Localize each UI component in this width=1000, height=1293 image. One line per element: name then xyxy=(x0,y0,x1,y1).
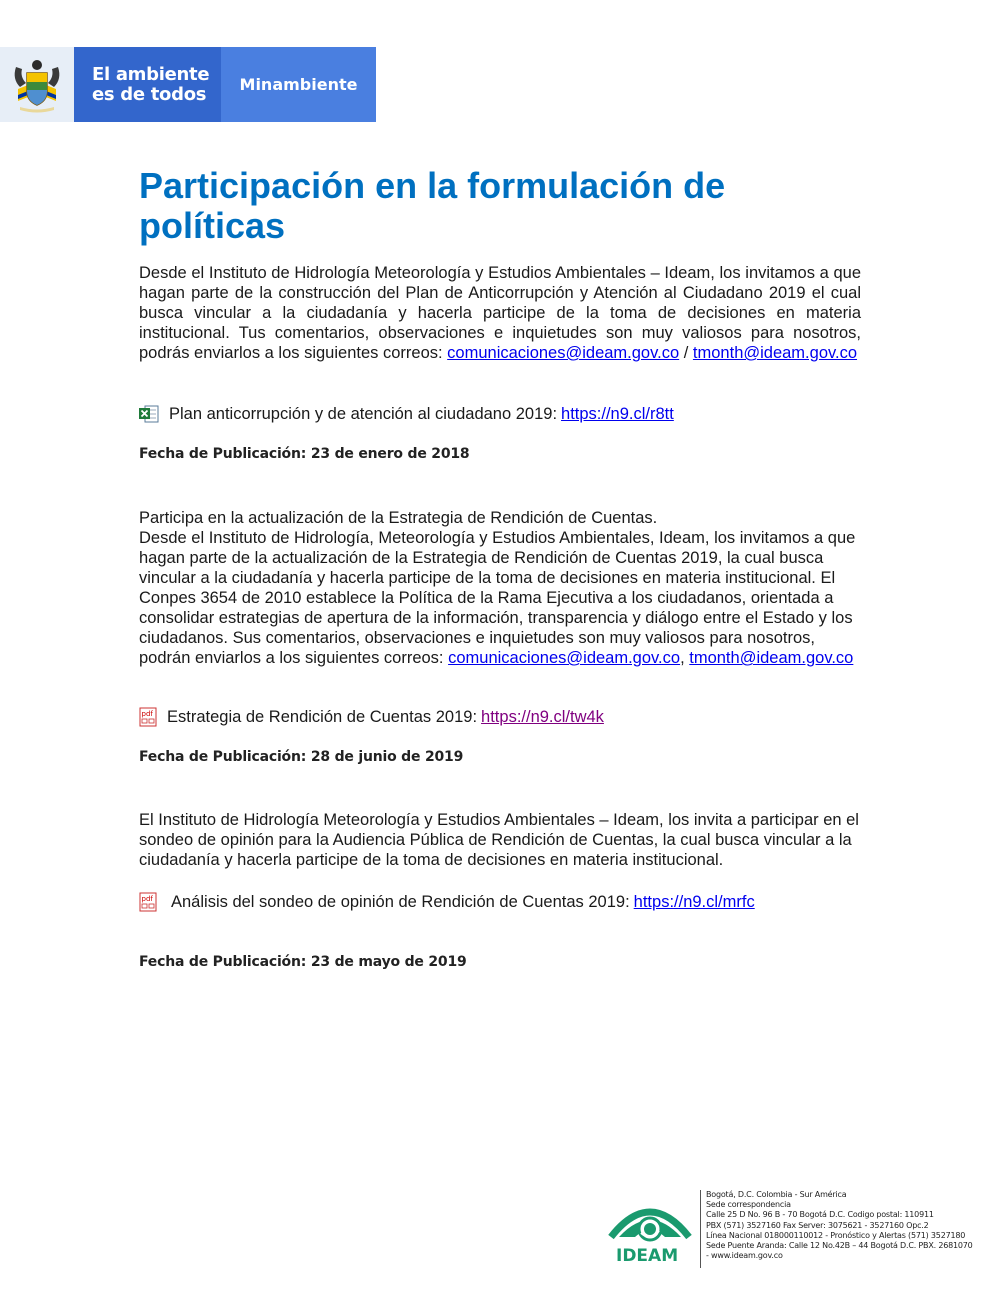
footer-divider xyxy=(700,1190,701,1268)
doc-anticorruption-label: Plan anticorrupción y de atención al ciudadano 2019: xyxy=(169,405,558,423)
doc-opinion-survey xyxy=(139,891,861,913)
opinion-survey-link[interactable]: https://n9.cl/mrfc xyxy=(633,893,755,911)
ideam-eye-icon xyxy=(605,1193,695,1265)
email-tmonth-link-2[interactable]: tmonth@ideam.gov.co xyxy=(689,649,854,667)
footer-line: Bogotá, D.C. Colombia - Sur América xyxy=(706,1190,847,1199)
doc-opinion-survey-label: Análisis del sondeo de opinión de Rendición de Cuentas 2019: xyxy=(171,893,630,911)
page-title: Participación en la formulación de políticas xyxy=(139,165,726,246)
section2-heading: Participa en la actualización de la Estrategia de Rendición de Cuentas. xyxy=(139,509,658,527)
pub-date-3: Fecha de Publicación: 23 de mayo de 2019 xyxy=(139,954,467,970)
section-anticorruption xyxy=(139,263,861,363)
ideam-logo xyxy=(605,1193,695,1265)
anticorruption-plan-link[interactable]: https://n9.cl/r8tt xyxy=(561,405,674,423)
doc-anticorruption-plan xyxy=(139,403,861,425)
header-banner xyxy=(0,47,376,122)
email-comunicaciones-link-2[interactable]: comunicaciones@ideam.gov.co xyxy=(448,649,681,667)
pdf-file-icon xyxy=(139,707,157,727)
pdf-file-icon xyxy=(139,892,157,912)
slogan-logo xyxy=(74,47,221,122)
section3-body: El Instituto de Hidrología Meteorología y Estudios Ambientales – Ideam, los invita a participar en el sondeo de opinión para la Audiencia Pública de Rendición de Cuentas, la cual busca vincular a la ciudadanía y hacerla participe de la toma de decisiones en materia institucional. xyxy=(139,811,859,869)
section1-intro: Desde el Instituto de Hidrología Meteorología y Estudios Ambientales – Ideam, los invitamos a que hagan parte de la construcción del Plan de Anticorrupción y Atención al Ciudadano 2019 el cual busca vincular a la ciudadanía y hacerla participe de la toma de decisiones en materia institucional. Tus comentarios, observaciones e inquietudes son muy valiosos para nosotros, podrás enviarlos a los siguientes correos: comunicaciones@ideam.gov.co / tmonth@ideam.gov.co xyxy=(139,264,861,362)
slogan-line-2: es de todos xyxy=(92,83,207,105)
section-accountability xyxy=(139,508,861,668)
excel-file-icon xyxy=(139,405,159,423)
footer-website[interactable]: - www.ideam.gov.co xyxy=(706,1251,783,1261)
doc-accountability-strategy xyxy=(139,706,861,728)
slogan-line-1: El ambiente xyxy=(92,63,210,85)
svg-text:pdf: pdf xyxy=(141,710,153,718)
section-opinion-survey xyxy=(139,810,861,870)
accountability-strategy-link[interactable]: https://n9.cl/tw4k xyxy=(481,708,604,726)
footer-contact-info xyxy=(706,1190,996,1261)
svg-text:pdf: pdf xyxy=(141,895,153,903)
section2-body: Desde el Instituto de Hidrología, Meteorología y Estudios Ambientales, Ideam, los invitamos a que hagan parte de la actualización de la Estrategia de Rendición de Cuentas 2019, la cual busca vincular a la ciudadanía y hacerla participe de la toma de decisiones en materia institucional. El Conpes 3654 de 2010 establece la Política de la Rama Ejecutiva a los ciudadanos, orientada a consolidar estrategias de apertura de la información, transparencia y diálogo entre el Estado y los ciudadanos. Sus comentarios, observaciones e inquietudes son muy valiosos para nosotros, podrán enviarlos a los siguientes correos: comunicaciones@ideam.gov.co, tmonth@ideam.gov.co xyxy=(139,529,856,667)
footer-line: Calle 25 D No. 96 B - 70 Bogotá D.C. Codigo postal: 110911 xyxy=(706,1210,934,1220)
coat-of-arms-icon xyxy=(10,57,64,113)
email-comunicaciones-link[interactable]: comunicaciones@ideam.gov.co xyxy=(447,344,680,362)
footer-line: Línea Nacional 018000110012 - Pronóstico y Alertas (571) 3527180 xyxy=(706,1230,966,1240)
pub-date-2: Fecha de Publicación: 28 de junio de 2019 xyxy=(139,749,464,765)
footer-line: Sede Puente Aranda: Calle 12 No.42B – 44 Bogotá D.C. PBX. 2681070 xyxy=(706,1241,973,1251)
ministry-label: Minambiente xyxy=(221,47,376,122)
pub-date-1: Fecha de Publicación: 23 de enero de 2018 xyxy=(139,446,470,462)
footer-line: Sede correspondencia xyxy=(706,1200,791,1210)
footer-line: PBX (571) 3527160 Fax Server: 3075621 - 3527160 Opc.2 xyxy=(706,1220,929,1230)
colombia-coat-of-arms xyxy=(0,47,74,122)
ideam-logo-text: IDEAM xyxy=(616,1246,679,1265)
email-tmonth-link[interactable]: tmonth@ideam.gov.co xyxy=(692,344,858,362)
doc-accountability-label: Estrategia de Rendición de Cuentas 2019: xyxy=(167,708,478,726)
